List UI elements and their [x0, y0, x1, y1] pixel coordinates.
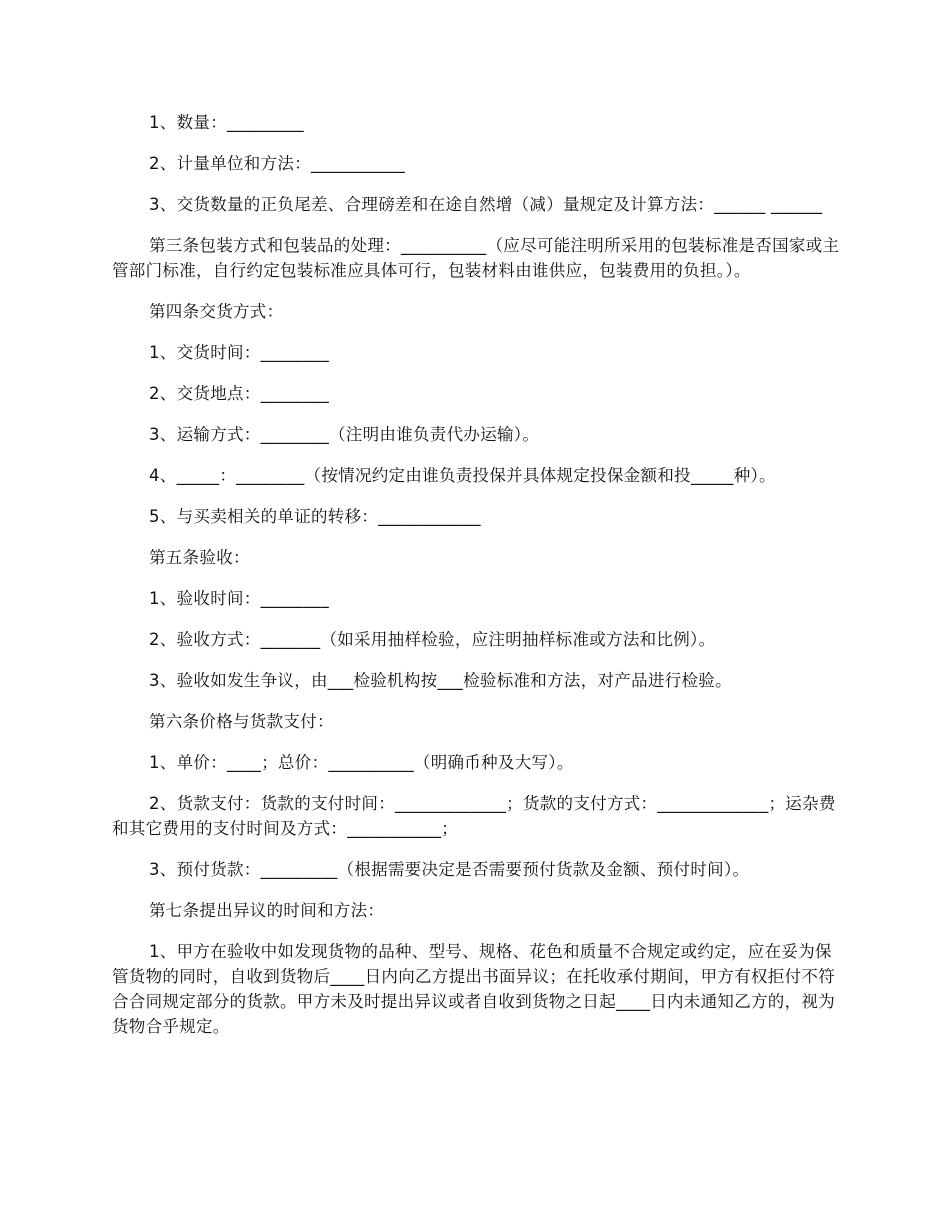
insurance-line: 4、_____：________（按情况约定由谁负责投保并具体规定投保金额和投_____种）。	[149, 466, 776, 485]
article-7-heading: 第七条提出异议的时间和方法：	[149, 901, 385, 920]
article-6-heading: 第六条价格与货款支付：	[149, 712, 334, 731]
inspection-method-line: 2、验收方式：_______（如采用抽样检验，应注明抽样标准或方法和比例）。	[149, 630, 716, 649]
objection-clause: 1、甲方在验收中如发现货物的品种、型号、规格、花色和质量不合规定或约定，应在妥为保管货物的同时，自收到货物后____日内向乙方提出书面异议；在托收承付期间，甲方有权拒付不符合合同规定部分的货款。甲方未及时提出异议或者自收到货物之日起____日内未通知乙方的，视为货物合乎规定。	[112, 942, 835, 1036]
quantity-line: 1、数量：_________	[149, 113, 304, 132]
article-5-heading: 第五条验收：	[149, 548, 250, 567]
price-line: 1、单价：____；总价：__________（明确币种及大写）。	[149, 753, 574, 772]
inspection-dispute-line: 3、验收如发生争议，由___检验机构按___检验标准和方法，对产品进行检验。	[149, 671, 732, 690]
prepayment-line: 3、预付货款：_________（根据需要决定是否需要预付货款及金额、预付时间）。	[149, 860, 750, 879]
article-3-packaging: 第三条包装方式和包装品的处理：__________（应尽可能注明所采用的包装标准是否国家或主管部门标准，自行约定包装标准应具体可行，包装材料由谁供应，包装费用的负担。）。	[112, 236, 840, 280]
payment-line: 2、货款支付：货款的支付时间：_____________；货款的支付方式：_____________；运杂费和其它费用的支付时间及方式：___________；	[112, 794, 836, 838]
documents-transfer-line: 5、与买卖相关的单证的转移：____________	[149, 507, 481, 526]
article-4-heading: 第四条交货方式：	[149, 302, 284, 321]
tolerance-line: 3、交货数量的正负尾差、合理磅差和在途自然增（减）量规定及计算方法：______ ______	[149, 195, 823, 214]
inspection-time-line: 1、验收时间：________	[149, 589, 329, 608]
delivery-place-line: 2、交货地点：________	[149, 384, 329, 403]
delivery-time-line: 1、交货时间：________	[149, 343, 329, 362]
unit-method-line: 2、计量单位和方法：___________	[149, 154, 406, 173]
transport-line: 3、运输方式：________（注明由谁负责代办运输）。	[149, 425, 540, 444]
